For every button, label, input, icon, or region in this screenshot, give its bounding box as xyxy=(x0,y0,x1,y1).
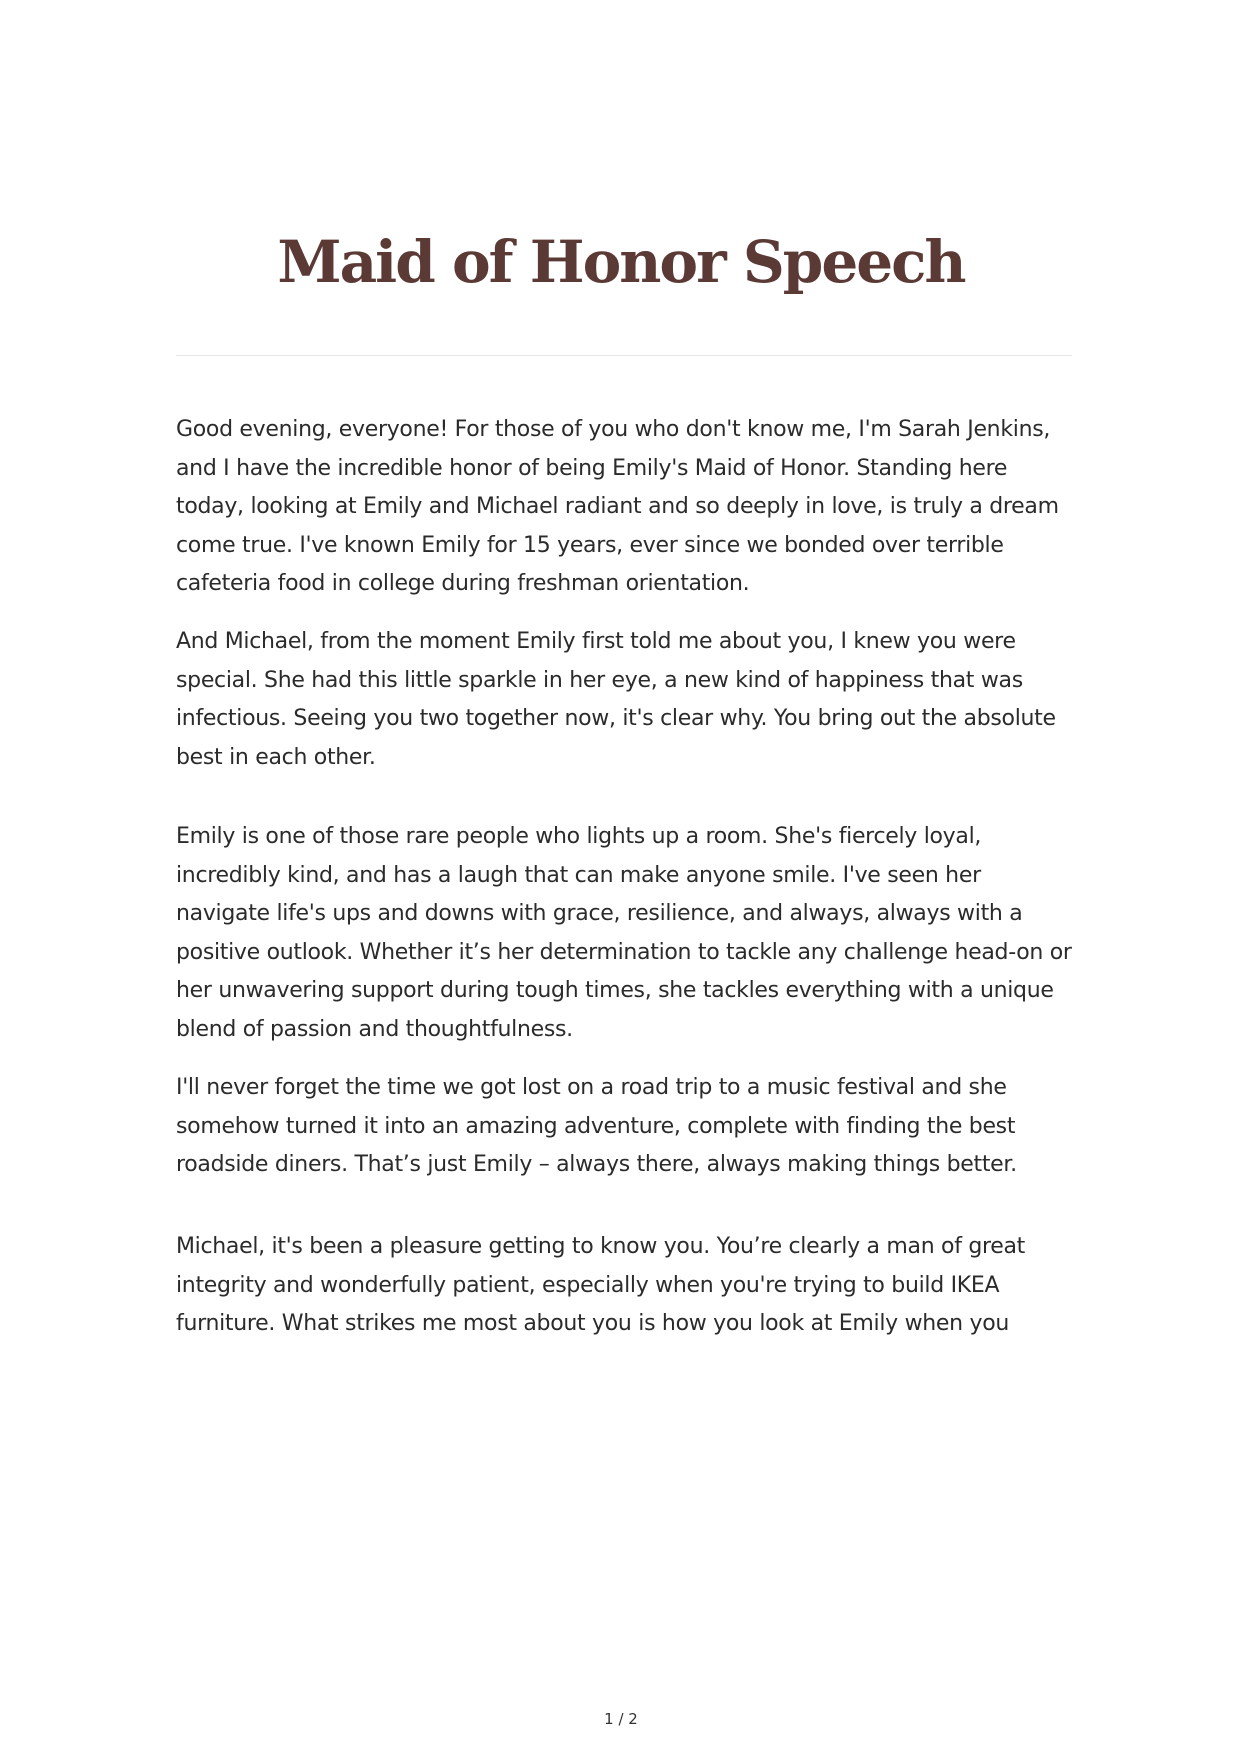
paragraph-group-2 xyxy=(176,623,1072,777)
paragraph-group-1 xyxy=(176,411,1072,604)
title-divider xyxy=(176,355,1072,356)
paragraph-5: Michael, it's been a pleasure getting to know you. You’re clearly a man of great integrity and wonderfully patient, especially when you're trying to build IKEA furniture. What strikes me most about you is how you look at Emily when you xyxy=(176,1234,1025,1336)
paragraph-1: Good evening, everyone! For those of you who don't know me, I'm Sarah Jenkins, and I have the incredible honor of being Emily's Maid of Honor. Standing here today, looking at Emily and Michael radiant and so deeply in love, is truly a dream come true. I've known Emily for 15 years, ever since we bonded over terrible cafeteria food in college during freshman orientation. xyxy=(176,417,1059,596)
paragraph-group-5 xyxy=(176,1228,1072,1344)
paragraph-3: Emily is one of those rare people who lights up a room. She's fiercely loyal, incredibly kind, and has a laugh that can make anyone smile. I've seen her navigate life's ups and downs with grace, resilience, and always, always with a positive outlook. Whether it’s her determination to tackle any challenge head-on or her unwavering support during tough times, she tackles everything with a unique blend of passion and thoughtfulness. xyxy=(176,824,1072,1042)
paragraph-2: And Michael, from the moment Emily first told me about you, I knew you were special. She had this little sparkle in her eye, a new kind of happiness that was infectious. Seeing you two together now, it's clear why. You bring out the absolute best in each other. xyxy=(176,629,1056,770)
paragraph-4: I'll never forget the time we got lost on a road trip to a music festival and she somehow turned it into an amazing adventure, complete with finding the best roadside diners. That’s just Emily – always there, always making things better. xyxy=(176,1075,1017,1177)
paragraph-group-3 xyxy=(176,818,1072,1049)
paragraph-group-4 xyxy=(176,1069,1072,1185)
page-indicator: 1 / 2 xyxy=(604,1710,638,1728)
page-title: Maid of Honor Speech xyxy=(277,228,965,296)
